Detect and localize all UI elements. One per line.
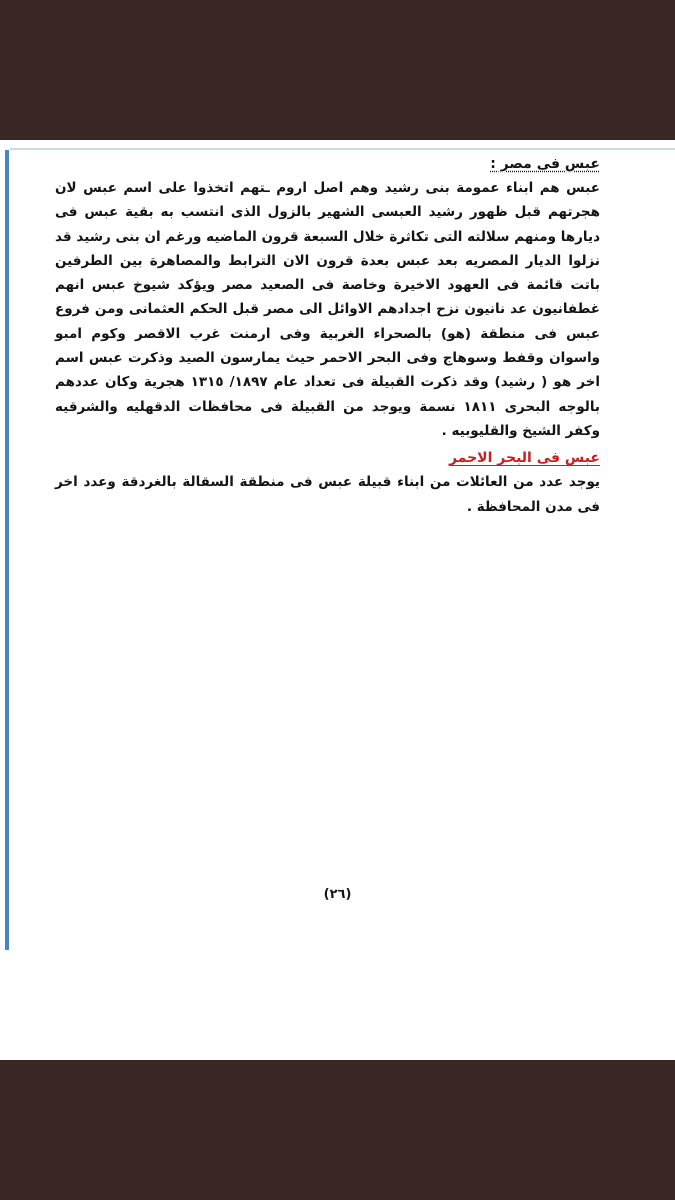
page-left-rule [5,150,9,950]
section-paragraph-abs-red-sea: يوجد عدد من العائلات من ابناء قبيلة عبس فى منطقة السقالة بالغردقة وعدد اخر فى مدن المحافظة . [55,474,600,515]
page-top-rule [10,148,675,150]
document-content [55,153,600,523]
page-number: (٢٦) [323,887,352,902]
section-heading-abs-egypt: عبس فى مصر : [490,156,600,172]
section-abs-egypt [55,153,600,443]
section-paragraph-abs-egypt: عبس هم ابناء عمومة بنى رشيد وهم اصل اروم ـتهم اتخذوا على اسم عبس لان هجرتهم قبل ظهور رشيد العبسى الشهير بالزول الذى انتسب به بقية عبس فى ديارها ومنهم سلالته التى تكاثرة خلال السبعة قرون الماضيه ورغم ان بنى رشيد قد نزلوا الديار المصريه بعد عبس بعدة قرون الان الترابط والمصاهرة بين الطرفين باتت قائمة فى العهود الاخيرة وخاصة فى الصعيد مصر ويؤكد شيوخ عبس انهم غطفانيون عد نانيون نزح اجدادهم الاوائل الى مصر قبل الحكم العثمانى ومن فروع عبس فى منطقة (هو) بالصحراء الغربية وفى ارمنت غرب الاقصر وكوم امبو واسوان وقفط وسوهاج وفى البحر الاحمر حيث يمارسون الصيد وذكرت عبس اسم اخر هو ( رشيد) وقد ذكرت القبيلة فى تعداد عام ١٨٩٧/ ١٣١٥ هجرية وكان عددهم بالوجه البحرى ١٨١١ نسمة ويوجد من القبيلة فى محافظات الدقهليه والشرقيه وكفر الشيخ والقليوبيه . [55,180,600,439]
section-abs-red-sea [55,447,600,519]
bottom-dark-band [0,1060,675,1200]
section-heading-abs-red-sea: عبس فى البحر الاحمر [449,450,600,467]
top-dark-band [0,0,675,140]
